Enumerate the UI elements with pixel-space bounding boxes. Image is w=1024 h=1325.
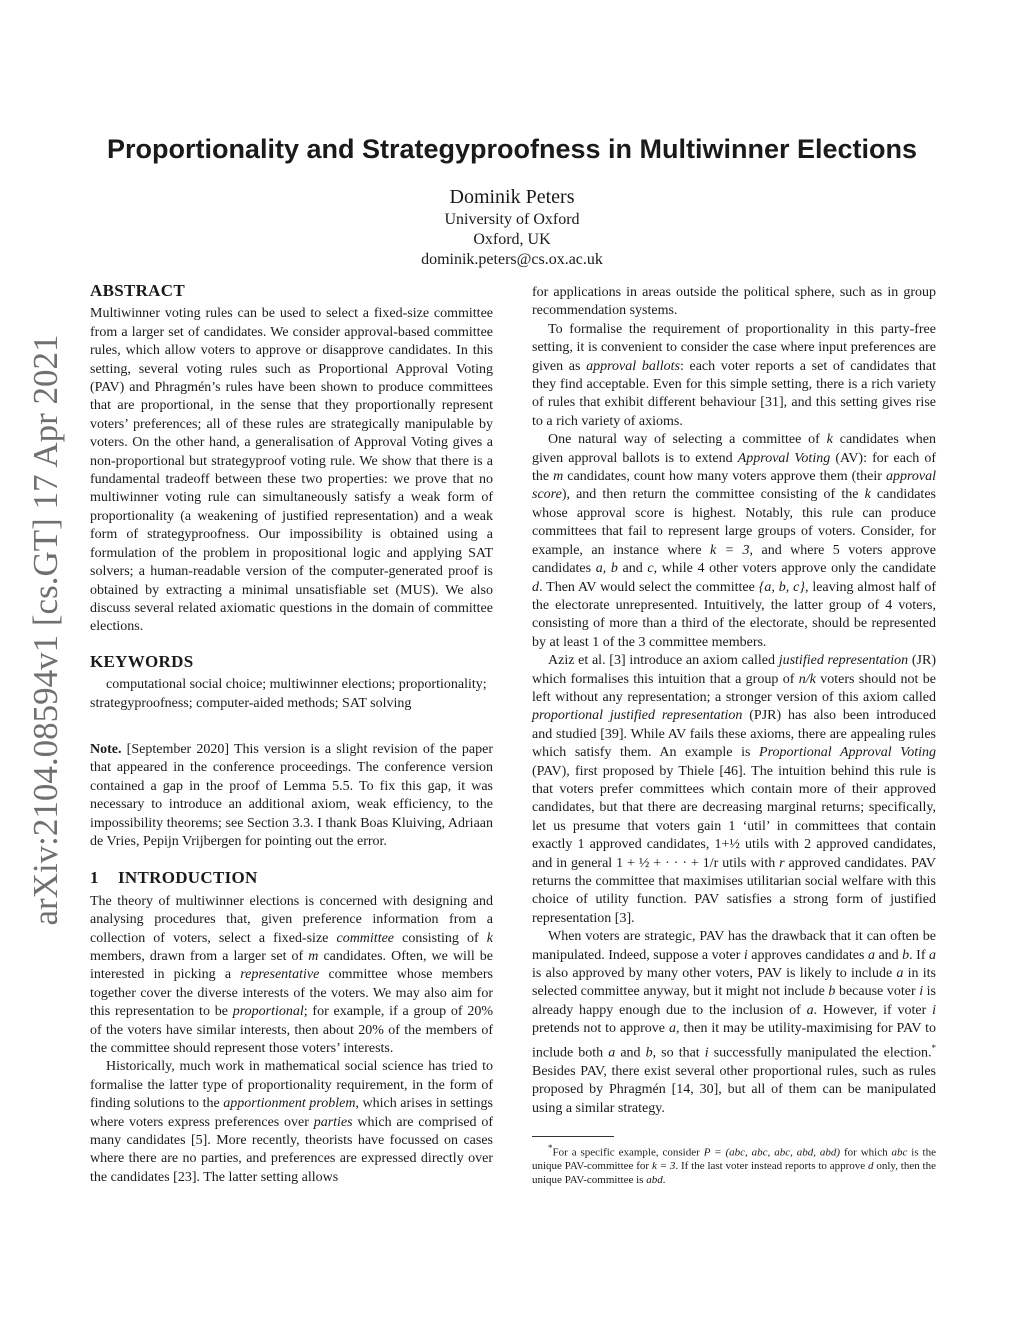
right-paragraph-1: To formalise the requirement of proportionality in this party-free setting, it is convenient to consider the case where input preferences are given as approval ballots: each voter reports a set of candidates that they find acceptable. Even for this simple setting, there is a rich variety of rules that exhibit different behaviour [31], and this setting gives rise to a rich variety of axioms. xyxy=(532,321,936,429)
left-column xyxy=(90,282,493,1187)
right-paragraph-2: One natural way of selecting a committee of k candidates when given approval ballots is to extend Approval Voting (AV): for each of the m candidates, count how many voters approve them (their approval score), and then return the committee consisting of the k candidates whose approval score is highest. Notably, this rule can produce committees that fail to represent large groups of voters. Consider, for example, an instance where k = 3, and where 5 voters approve candidates a, b and c, while 4 other voters approve only the candidate d. Then AV would select the committee {a, b, c}, leaving almost half of the electorate unrepresented. Intuitively, the latter group of 4 voters, consisting of more than a third of the electorate, should be represented by at least 1 of the 3 committee members. xyxy=(532,432,936,650)
right-paragraph-4: When voters are strategic, PAV has the drawback that it can often be manipulated. Indeed, suppose a voter i approves candidates a and b. If a is also approved by many other voters, PAV is likely to include a in its selected committee anyway, but it might not include b because voter i is already happy enough due to the inclusion of a. However, if voter i pretends not to approve a, then it may be utility-maximising for PAV to include both a and b, so that i successfully manipulated the election.* Besides PAV, there exist several other proportional rules, such as rules proposed by Phragmén [14, 30], but all of them can be manipulated using a similar strategy. xyxy=(532,929,937,1116)
footnote: *For a specific example, consider P = (abc, abc, abc, abd, abd) for which abc is the unique PAV-committee for k = 3. If the last voter instead reports to approve d only, then the unique PAV-committee is abd. xyxy=(532,1142,936,1186)
author-affiliation: University of Oxford xyxy=(444,211,580,228)
note-text: [September 2020] This version is a slight revision of the paper that appeared in the conference proceedings. The conference version contained a gap in the proof of Lemma 5.5. To fix this gap, it was necessary to introduce an additional axiom, weak efficiency, to the impossibility theorems; see Section 3.3. I thank Boas Kluiving, Adriaan de Vries, Pepijn Vrijbergen for pointing out the error. xyxy=(90,741,494,849)
footnote-rule xyxy=(532,1136,614,1137)
keywords-text: computational social choice; multiwinner elections; proportionality; strategyproofness; computer-aided methods; SAT solving xyxy=(90,677,487,711)
note-label: Note. xyxy=(90,741,122,757)
intro-paragraph-1: The theory of multiwinner elections is concerned with designing and analysing procedures that, given preference information from a collection of voters, select a fixed-size committee consisting of k members, drawn from a larger set of m candidates. Often, we will be interested in picking a representative committee whose members together cover the diverse interests of the voters. We may also aim for this representation to be proportional; for example, if a group of 20% of the voters have similar interests, then about 20% of the members of the committee should represent those voters’ interests. xyxy=(90,893,493,1057)
author-name: Dominik Peters xyxy=(449,186,575,208)
right-paragraph-0: for applications in areas outside the political sphere, such as in group recommendation systems. xyxy=(532,285,936,319)
revision-note xyxy=(90,741,493,851)
paper-title: Proportionality and Strategyproofness in Multiwinner Elections xyxy=(106,134,918,164)
section-title: INTRODUCTION xyxy=(118,868,258,888)
footnote-marker[interactable]: * xyxy=(931,1042,936,1053)
abstract-heading: ABSTRACT xyxy=(90,281,185,300)
author-email[interactable]: dominik.peters@cs.ox.ac.uk xyxy=(421,251,603,268)
abstract-text: Multiwinner voting rules can be used to select a fixed-size committee from a larger set of candidates. We consider approval-based committee rules, which allow voters to approve or disapprove candidates. In this setting, several voting rules such as Proportional Approval Voting (PAV) and Phragmén’s rules have been shown to produce committees that are proportional, in the sense that they proportionally represent voters’ preferences; all of these rules are strategically manipulable by voters. On the other hand, a generalisation of Approval Voting gives a non-proportional but strategyproof voting rule. We show that there is a fundamental tradeoff between these two properties: we prove that no multiwinner voting rule can simultaneously satisfy a weak form of proportionality (a weakening of justified representation) and a weak form of strategyproofness. Our impossibility is obtained using a formulation of the problem in propositional logic and applying SAT solvers; a human-readable version of the computer-generated proof is obtained by extracting a minimal unsatisfiable set (MUS). We also discuss several related axiomatic questions in the domain of committee elections. xyxy=(90,306,493,635)
author-location: Oxford, UK xyxy=(473,231,551,248)
right-paragraph-3: Aziz et al. [3] introduce an axiom called justified representation (JR) which formalises this intuition that a group of n/k voters should not be left without any representation; a stronger version of this axiom called proportional justified representation (PJR) has also been introduced and studied [39]. While AV fails these axioms, there are appealing rules which satisfy them. An example is Proportional Approval Voting (PAV), first proposed by Thiele [46]. The intuition behind this rule is that voters prefer committees which contain more of their approved candidates, but that there are decreasing marginal returns; specifically, let us presume that voters gain 1 ‘util’ in committees that contain exactly 1 approved candidates, 1+½ utils with 2 approved candidates, and in general 1 + ½ + · · · + 1/r utils with r approved candidates. PAV returns the committee that maximises utilitarian social welfare with this choice of utility function. PAV satisfies a strong form of justified representation [3]. xyxy=(532,653,937,926)
arxiv-sidebar-stamp: arXiv:2104.08594v1 [cs.GT] 17 Apr 2021 xyxy=(26,334,65,926)
author-block xyxy=(0,184,1024,270)
section-heading xyxy=(90,869,493,887)
right-column xyxy=(532,284,936,1187)
section-number: 1 xyxy=(90,868,99,888)
intro-paragraph-2: Historically, much work in mathematical social science has tried to formalise the latter type of proportionality requirement, in the form of finding solutions to the apportionment problem, which arises in settings where voters express preferences over parties which are comprised of many candidates [5]. More recently, theorists have focussed on cases where there are no parties, and preferences are expressed directly over the candidates [23]. The latter setting allows xyxy=(90,1059,493,1185)
keywords-heading: KEYWORDS xyxy=(90,651,194,671)
